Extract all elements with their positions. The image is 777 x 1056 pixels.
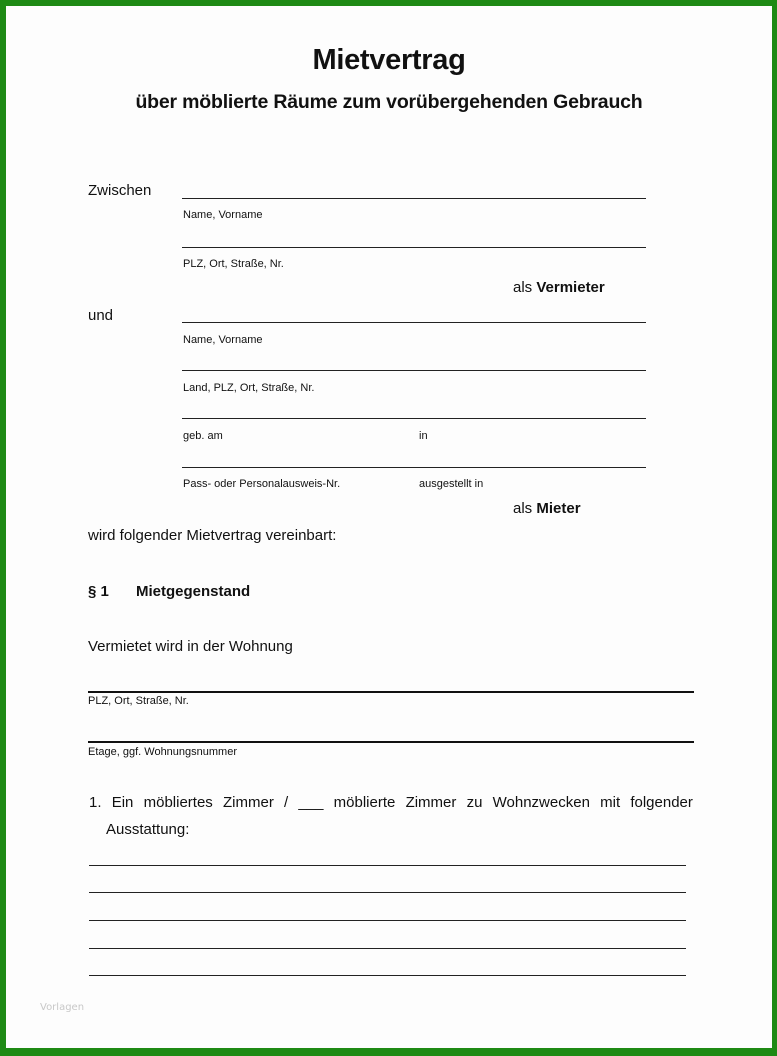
tenant-address-caption: Land, PLZ, Ort, Straße, Nr. — [183, 382, 315, 394]
equipment-line-4[interactable] — [89, 948, 686, 949]
apartment-floor-caption: Etage, ggf. Wohnungsnummer — [88, 746, 237, 758]
item1-word: Zimmer — [223, 794, 274, 811]
landlord-intro-label: Zwischen — [88, 182, 152, 199]
item1-word: 1. — [89, 794, 102, 811]
room-count-blank[interactable]: ___ — [298, 794, 324, 811]
tenant-role: Mieter — [536, 500, 581, 517]
item1-word: möblierte — [333, 794, 396, 811]
tenant-name-field[interactable] — [182, 322, 646, 323]
item1-word: zu — [466, 794, 483, 811]
section-intro: Vermietet wird in der Wohnung — [88, 638, 293, 655]
equipment-line-3[interactable] — [89, 920, 686, 921]
tenant-birthplace-caption: in — [419, 430, 428, 442]
landlord-role-prefix: als — [513, 279, 533, 296]
landlord-name-field[interactable] — [182, 198, 646, 199]
item1-word: Zimmer — [405, 794, 457, 811]
equipment-line-1[interactable] — [89, 865, 686, 866]
item1-word: folgender — [630, 794, 693, 811]
apartment-address-field[interactable] — [88, 691, 694, 693]
item1-line1 — [89, 794, 693, 811]
landlord-address-caption: PLZ, Ort, Straße, Nr. — [183, 258, 284, 270]
tenant-birthdate-caption: geb. am — [183, 430, 223, 442]
tenant-role-label — [513, 500, 581, 517]
landlord-role: Vermieter — [536, 279, 605, 296]
tenant-address-field[interactable] — [182, 370, 646, 371]
landlord-address-field[interactable] — [182, 247, 646, 248]
agreement-statement: wird folgender Mietvertrag vereinbart: — [88, 527, 337, 544]
landlord-name-caption: Name, Vorname — [183, 209, 263, 221]
item1-word: mit — [600, 794, 621, 811]
tenant-birth-field[interactable] — [182, 418, 646, 419]
apartment-address-caption: PLZ, Ort, Straße, Nr. — [88, 695, 189, 707]
tenant-role-prefix: als — [513, 500, 533, 517]
equipment-line-5[interactable] — [89, 975, 686, 976]
document-page — [6, 6, 772, 1048]
tenant-id-field[interactable] — [182, 467, 646, 468]
equipment-line-2[interactable] — [89, 892, 686, 893]
apartment-floor-field[interactable] — [88, 741, 694, 743]
landlord-role-label — [513, 279, 605, 296]
watermark-text: Vorlagen — [40, 1002, 85, 1013]
tenant-id-caption: Pass- oder Personalausweis-Nr. — [183, 478, 341, 490]
document-subtitle: über möblierte Räume zum vorübergehenden Gebrauch — [135, 91, 643, 113]
tenant-id-issued-caption: ausgestellt in — [419, 478, 484, 490]
section-heading: Mietgegenstand — [136, 583, 251, 600]
item1-word: / — [284, 794, 289, 811]
section-number: § 1 — [88, 583, 109, 600]
item1-line2: Ausstattung: — [106, 821, 190, 838]
item1-word: Wohnzwecken — [492, 794, 590, 811]
item1-word: Ein — [111, 794, 134, 811]
item1-word: möbliertes — [143, 794, 213, 811]
document-title: Mietvertrag — [312, 44, 466, 76]
tenant-name-caption: Name, Vorname — [183, 334, 263, 346]
tenant-intro-label: und — [88, 307, 114, 324]
